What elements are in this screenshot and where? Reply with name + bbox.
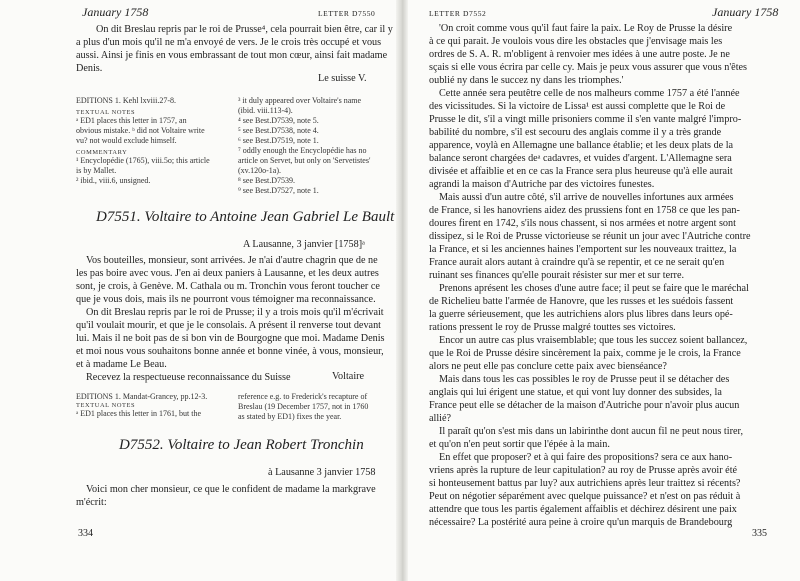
d7552-dateline: à Lausanne 3 janvier 1758: [268, 467, 376, 478]
commentary-line: ⁴ see Best.D7539, note 5.: [238, 116, 319, 125]
body-line: Prenons aprésent les choses d'une autre face; il peut se faire que le maréchal: [439, 283, 749, 294]
textual-note-line: as stated by ED1) fixes the year.: [238, 412, 342, 421]
body-line: agrandi la maison d'Autriche par des victoires funestes.: [429, 179, 655, 190]
body-line: balance seront chargées deᵃ cadavres, et vuides d'argent. L'Allemagne sera: [429, 153, 732, 164]
body-line: 'On croit comme vous qu'il faut faire la paix. Le Roy de Prusse la désire: [439, 23, 733, 34]
body-line: Voici mon cher monsieur, ce que le confident de madame la markgrave: [86, 484, 376, 495]
d7550-notes-right: [238, 96, 394, 196]
body-line: vriens après la rupture de leur capitulation? au roy de Prusse après avoir été: [429, 465, 738, 476]
right-running-head-date: January 1758: [712, 5, 779, 19]
body-line: sçais si elle vous écrira par celle cy. Mais je peux vous assurer que vous n'êtes: [429, 62, 748, 73]
body-line: ordres de S. A. R. m'obligent à renvoier mes idées à une autre poste. Je ne: [429, 49, 730, 60]
commentary-line: ⁸ see Best.D7539.: [238, 176, 296, 185]
body-line: Vos bouteilles, monsieur, sont arrivées. Je n'ai d'autre chagrin que de ne: [86, 255, 378, 266]
body-line: alors ne peut elle pas conclure cette paix avec bienséance?: [429, 361, 667, 372]
body-line: divisée et affaiblie et en ce cas la France sera plus heureuse qu'à elle aurait: [429, 166, 733, 177]
textual-note-line: Breslau (19 December 1757, not in 1760: [238, 402, 369, 411]
textual-note-line: obvious mistake. ᵇ did not Voltaire write: [76, 126, 205, 135]
body-line: si honteusement battus par luy? aux autrichiens après leur traittez si récents?: [429, 478, 741, 489]
d7551-heading: D7551. Voltaire to Antoine Jean Gabriel Le Bault: [96, 209, 395, 225]
textual-note-line: ᵃ ED1 places this letter in 1761, but the: [76, 409, 202, 418]
body-line: En effet que proposer? et à qui faire des propositions? sera ce aux hano-: [439, 452, 733, 463]
body-line: anglais qui lui érigent une statue, et qui vont luy donner des subsides, la: [429, 387, 722, 398]
d7552-heading: D7552. Voltaire to Jean Robert Tronchin: [119, 437, 364, 453]
body-line: Encor un autre cas plus vraisemblable; que tous les succez soient ballancez,: [439, 335, 748, 346]
body-line: sont, je crois, à Genève. M. Cathala ou m. Tronchin vous feront toucher ce: [76, 281, 380, 292]
commentary-line: ³ it duly appeared over Voltaire's name: [238, 96, 362, 105]
body-line: France peut elle se détacher de la maison d'Autriche pour n'avoir plus aucun: [429, 400, 740, 411]
d7552-body-continued: [429, 22, 769, 529]
body-line: a plus d'un mois qu'il ne m'a envoyé de vers. Je le crois très occupé et vous: [76, 37, 382, 48]
body-line: rations pressent le roy de Prusse malgré touttes ses victoires.: [429, 322, 676, 333]
commentary-line: (xv.120o-1a).: [238, 166, 282, 175]
textual-note-line: ᵃ ED1 places this letter in 1757, an: [76, 116, 187, 125]
d7550-body: [76, 23, 392, 75]
right-page: [402, 0, 800, 581]
body-line: que je vous dois, mais ils ne pourront vous témoigner ma reconnaissance.: [76, 294, 376, 305]
body-line: à ce qui parait. Je voulois vous dire les obstacles que j'envisage mais les: [429, 36, 723, 47]
commentary-line: article on Servet, but only on 'Servetistes': [238, 156, 371, 165]
left-folio: 334: [78, 528, 93, 539]
d7550-signature: Le suisse V.: [318, 73, 367, 84]
textual-notes-label: TEXTUAL NOTES: [76, 402, 136, 409]
body-line: On dit Breslau repris par le roi de Prusse⁴, cela pourrait bien être, car il y: [96, 24, 393, 35]
body-line: lui. Mais il ne boit pas de si bon vin de Bourgogne que moi. Madame Denis: [76, 333, 385, 344]
right-running-head-letter: LETTER D7552: [429, 9, 487, 18]
body-line: Mais aussi d'un autre côté, s'il arrive de nouvelles infortunes aux armées: [439, 192, 734, 203]
body-line: apparence, voylà en Allemagne une ballance établie; et les deux plats de la: [429, 140, 734, 151]
body-line: m'écrit:: [76, 497, 107, 508]
commentary-line: (ibid. viii.113-4).: [238, 106, 293, 115]
textual-notes-label: TEXTUAL NOTES: [76, 109, 136, 116]
body-line: oublié ny dans le succez ny dans les triomphes.': [429, 75, 624, 86]
body-line: qu'il voulait mourir, et que je le consolais. A présent il renverse tout devant: [76, 320, 381, 331]
body-line: que le Roi de Prusse désire sincèrement la paix, comme je le crois, la France: [429, 348, 741, 359]
commentary-line: ⁹ see Best.D7527, note 1.: [238, 186, 319, 195]
left-running-head-date: January 1758: [82, 5, 149, 19]
body-line: les pas boire avec vous. J'en ai deux paniers à Lausanne, et les deux autres: [76, 268, 379, 279]
body-line: Denis.: [76, 63, 103, 74]
body-line: Prusse le dit, s'il a vingt mille prisoniers comme il s'en vante malgré l'impro-: [429, 114, 742, 125]
body-line: ruinant ses finances qu'elle pourait résister sur mer et sur terre.: [429, 270, 685, 281]
body-line: doures firent en 1742, s'ils nous chassent, si nos armées et notre argent sont: [429, 218, 736, 229]
body-line: dissipez, si le Roi de Prusse victorieuse se réunit un jour avec l'Autriche contre: [429, 231, 751, 242]
body-line: babilité du nombre, s'il est secouru des anglais comme il y a très grande: [429, 127, 722, 138]
body-line: et à madame Le Beau.: [76, 359, 167, 370]
textual-note-line: vu? not would exclude himself.: [76, 136, 177, 145]
body-line: France aurait alors autant à craindre qu'à se repentir, et ce ne serait qu'en: [429, 257, 725, 268]
commentary-line: ⁶ see Best.D7519, note 1.: [238, 136, 319, 145]
d7550-notes-left: [76, 96, 236, 186]
body-line: Cette année sera peutêtre celle de nos malheurs comme 1757 a été l'année: [439, 88, 740, 99]
body-line: de Richelieu batte l'armée de Hanovre, que les russes et les suédois fassent: [429, 296, 734, 307]
left-running-head-letter: LETTER D7550: [318, 9, 376, 18]
d7552-body-start: [76, 483, 392, 509]
editions-note: EDITIONS 1. Mandat-Grancey, pp.12-3.: [76, 392, 208, 401]
body-line: la France, et si les anciennes haines l'emportent sur les nouveaux traittez, la: [429, 244, 737, 255]
textual-note-line: reference e.g. to Frederick's recapture of: [238, 392, 368, 401]
body-line: Il paraît qu'on s'est mis dans un labirinthe dont aucun fil ne peut nous tirer,: [439, 426, 744, 437]
d7551-signature: Voltaire: [332, 371, 365, 382]
commentary-line: ¹ Encyclopédie (1765), viii.5o; this article: [76, 156, 210, 165]
d7551-notes-right: [238, 392, 394, 422]
body-line: allié?: [429, 413, 452, 424]
body-line: et moi nous vous souhaitons bonne année et bonne vinée, à vous, monsieur,: [76, 346, 384, 357]
body-line: Mais dans tous les cas possibles le roy de Prusse peut il se détacher des: [439, 374, 730, 385]
body-line: Recevez la respectueuse reconnaissance du Suisse: [86, 372, 291, 383]
commentary-label: COMMENTARY: [76, 149, 128, 156]
body-line: des vicissitudes. Si la victoire de Lissa¹ est aussi complette que le Roi de: [429, 101, 726, 112]
body-line: nécessaire? La postérité aura peine à croire qu'un marquis de Brandebourg: [429, 517, 733, 528]
d7551-notes-left: [76, 392, 236, 419]
body-line: de France, si les hanovriens aidez des prussiens font en 1758 ce que les pan-: [429, 205, 740, 216]
commentary-line: is by Mallet.: [76, 166, 117, 175]
commentary-line: ⁷ oddly enough the Encyclopédie has no: [238, 146, 367, 155]
editions-note: EDITIONS 1. Kehl lxviii.27-8.: [76, 96, 176, 105]
body-line: la guerre sérieusement, que les autrichiens alors plus libres dans leurs opé-: [429, 309, 733, 320]
body-line: On dit Breslau repris par le roi de Prusse; il y a trois mois qu'il m'écrivait: [86, 307, 384, 318]
d7551-dateline: A Lausanne, 3 janvier [1758]ᵃ: [243, 239, 365, 250]
body-line: aussi. Ainsi je finis en vous embrassant de tout mon cœur, ainsi fait madame: [76, 50, 388, 61]
body-line: Peut on négotier séparément avec quelque puissance? et n'est on pas réduit à: [429, 491, 741, 502]
commentary-line: ² ibid., viii.6, unsigned.: [76, 176, 151, 185]
commentary-line: ⁵ see Best.D7538, note 4.: [238, 126, 319, 135]
body-line: et qu'on n'en peut sortir que l'épée à la main.: [429, 439, 610, 450]
body-line: attendre que tous les partis également affaiblis et déchirez désirent une paix: [429, 504, 737, 515]
right-folio: 335: [752, 528, 767, 539]
d7551-body: [76, 254, 392, 384]
